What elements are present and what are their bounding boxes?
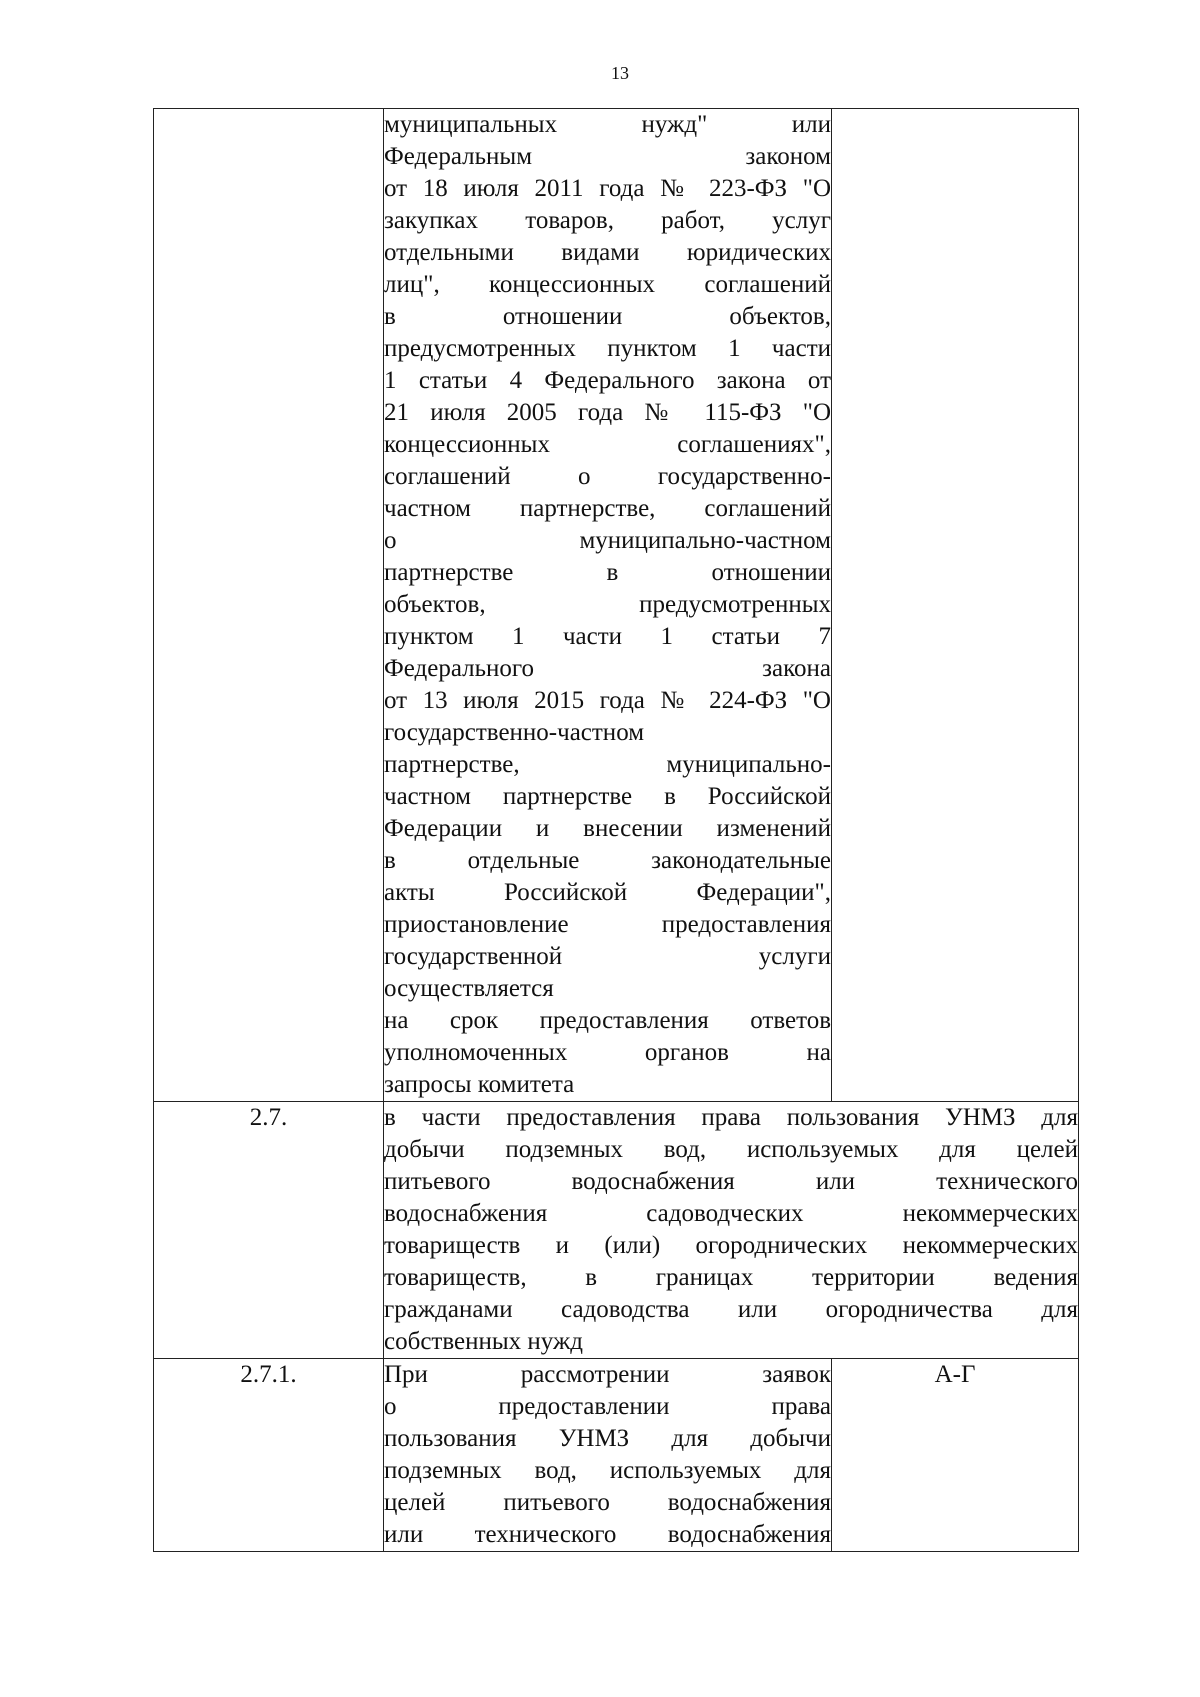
document-table xyxy=(153,108,1079,1552)
text-line: целей питьевого водоснабжения xyxy=(384,1489,831,1516)
text-line: государственной услуги xyxy=(384,943,831,970)
table-row xyxy=(154,109,1079,1102)
table-row xyxy=(154,1102,1079,1359)
text-line: лиц", концессионных соглашений xyxy=(384,271,831,298)
row-number xyxy=(154,109,384,1102)
text-line: собственных нужд xyxy=(384,1328,583,1355)
text-line: приостановление предоставления xyxy=(384,911,831,938)
text-line: предусмотренных пунктом 1 части xyxy=(384,335,831,362)
text-line: питьевого водоснабжения или технического xyxy=(384,1168,1078,1195)
row-number: 2.7.1. xyxy=(154,1359,384,1552)
text-line: Федерального закона xyxy=(384,655,831,682)
text-line: от 13 июля 2015 года № 224-ФЗ "О xyxy=(384,687,831,714)
text-line: добычи подземных вод, используемых для целей xyxy=(384,1136,1078,1163)
text-line: объектов, предусмотренных xyxy=(384,591,831,618)
text-line: государственно-частном xyxy=(384,719,645,746)
row-text xyxy=(384,1102,1079,1359)
text-line: подземных вод, используемых для xyxy=(384,1457,831,1484)
text-line: водоснабжения садоводческих некоммерческих xyxy=(384,1200,1078,1227)
text-line: муниципальных нужд" или xyxy=(384,111,831,138)
text-line: Федеральным законом xyxy=(384,143,831,170)
text-line: При рассмотрении заявок xyxy=(384,1361,831,1388)
text-line: товариществ, в границах территории ведения xyxy=(384,1264,1078,1291)
page-number: 13 xyxy=(611,63,629,83)
text-line: на срок предоставления ответов xyxy=(384,1007,831,1034)
text-line: о муниципально-частном xyxy=(384,527,831,554)
text-line: акты Российской Федерации", xyxy=(384,879,831,906)
text-line: частном партнерстве в Российской xyxy=(384,783,831,810)
text-line: партнерстве, муниципально- xyxy=(384,751,831,778)
text-line: осуществляется xyxy=(384,975,554,1002)
text-line: запросы комитета xyxy=(384,1071,575,1098)
text-line: соглашений о государственно- xyxy=(384,463,831,490)
text-line: концессионных соглашениях", xyxy=(384,431,831,458)
text-line: пользования УНМЗ для добычи xyxy=(384,1425,831,1452)
text-line: в отношении объектов, xyxy=(384,303,831,330)
text-line: товариществ и (или) огороднических некоммерческих xyxy=(384,1232,1078,1259)
text-line: Федерации и внесении изменений xyxy=(384,815,831,842)
text-line: о предоставлении права xyxy=(384,1393,831,1420)
row-text xyxy=(384,1359,832,1552)
text-line: закупках товаров, работ, услуг xyxy=(384,207,831,234)
row-extra xyxy=(832,109,1079,1102)
text-line: от 18 июля 2011 года № 223-ФЗ "О xyxy=(384,175,831,202)
text-line: 21 июля 2005 года № 115-ФЗ "О xyxy=(384,399,831,426)
table-row xyxy=(154,1359,1079,1552)
text-line: уполномоченных органов на xyxy=(384,1039,831,1066)
text-line: или технического водоснабжения xyxy=(384,1521,831,1548)
text-line: в отдельные законодательные xyxy=(384,847,831,874)
text-line: партнерстве в отношении xyxy=(384,559,831,586)
text-line: пунктом 1 части 1 статьи 7 xyxy=(384,623,831,650)
text-line: в части предоставления права пользования УНМЗ для xyxy=(384,1104,1078,1131)
text-line: гражданами садоводства или огородничества для xyxy=(384,1296,1078,1323)
row-text xyxy=(384,109,832,1102)
text-line: 1 статьи 4 Федерального закона от xyxy=(384,367,831,394)
row-number: 2.7. xyxy=(154,1102,384,1359)
text-line: частном партнерстве, соглашений xyxy=(384,495,831,522)
row-extra: А-Г xyxy=(832,1359,1079,1552)
text-line: отдельными видами юридических xyxy=(384,239,831,266)
